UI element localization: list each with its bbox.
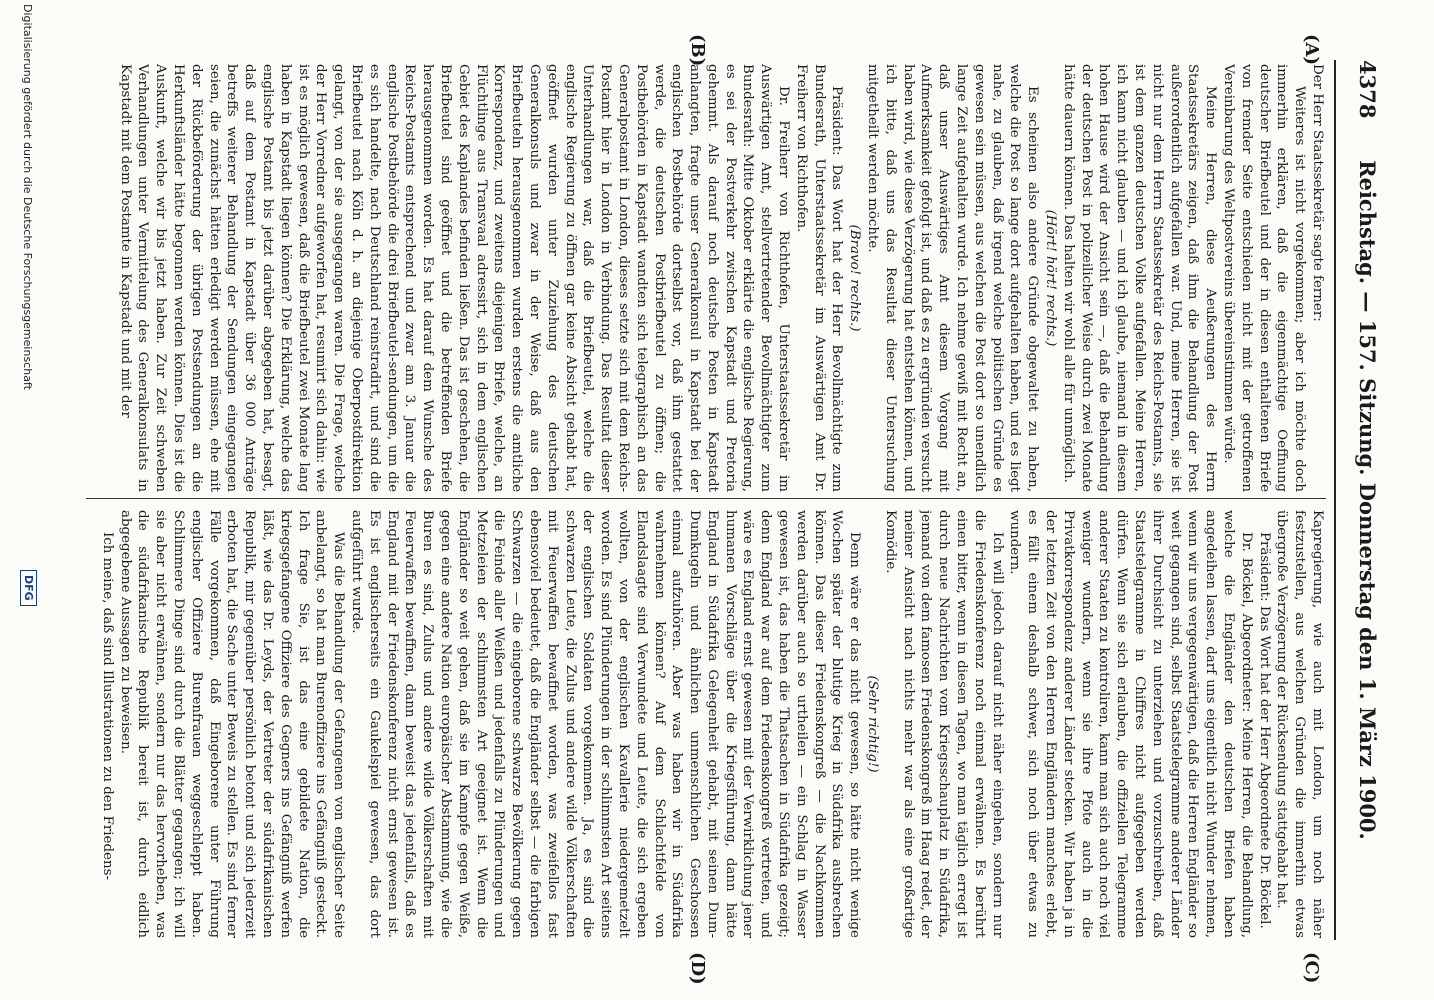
interjection: (Bravo! rechts.) [847, 224, 863, 332]
left-text-column [86, 64, 1326, 492]
paragraph: Meine Herren, diese Aeußerungen des Herrn Staatssekretärs zeigen, daß ihm die Behandlung der Post außerordentlich aufgefallen war. Und, meine Herren, sie ist nicht nur dem Herrn Staatssekretär des Reichs-Postamts, sie ist dem ganzen deutschen Volke aufgefallen. Meine Herren, ich kann nicht glauben — und ich glaube, niemand in diesem hohen Hause wird der Ansicht sein —, daß die Behandlung der deutschen Post in polizeilicher Weise durch zwei Monate hätte dauern können. Das halten wir wohl alle für unmöglich. [1060, 64, 1219, 492]
page-title: Reichstag. — 157. Sitzung. Donnerstag den 1. März 1900. [1355, 160, 1380, 840]
dfg-logo: DFG [20, 570, 37, 606]
speaker-paragraph: Dr. Freiherr von Richthofen, Unterstaatssekretär im Auswärtigen Amt, stellvertretender Bevollmächtigter zum Bundesrath: Mitte Oktober erklärte die englische Regierung, es sei der Postverkehr zwischen Kapstadt und Pretoria gehemmt. Als darauf noch deutsche Posten in Kapstadt anlangten, fragte unser Generalkonsul in Kapstadt bei der englischen Postbehörde dortselbst vor, daß ihm gestattet werde, die deutschen Postbriefbeutel zu öffnen; die Postbehörden in Kapstadt wandten sich telegraphisch an das Generalpostamt in London, dieses setzte sich mit dem Reichs-Postamt hier in London in Verbindung. Das Resultat dieser Unterhandlungen war, daß die Briefbeutel, welche die englische Regierung zu öffnen gar keine Absicht gehabt hat, geöffnet wurden unter Zuziehung des deutschen Generalkonsuls und zwar in der Weise, daß aus den Briefbeuteln herausgenommen wurden erstens die amtliche Korrespondenz, und zweitens diejenigen Briefe, welche, an Flüchtlinge aus Transvaal adressirt, sich in dem englischen Gebiet des Kaplandes befinden ließen. Das ist geschehen, die Briefbeutel sind geöffnet und die betreffenden Briefe herausgenommen worden. Es hat darauf dem Wunsche des Reichs-Postamts entsprechend und zwar am 3. Januar die englische Postbehörde die drei Briefbeutel-sendungen, um die es sich handelte, nach Deutschland reinstradirt, und sind die Briefbeutel nach Köln d. h. an diejenige Oberpostdirektion gelangt, von der sie ausgegangen waren. Die Frage, welche der Herr Vorredner aufgeworfen hat, resumirt sich dahin: wie ist es möglich gewesen, daß die Briefbeutel zwei Monate lang haben in Kapstadt liegen können? Die Erklärung, welche das englische Postamt bis jetzt darüber abgegeben hat, besagt, daß auf dem Postamt in Kapstadt über 36 000 Anträge betreffs weiterer Behandlung der Sendungen eingegangen seien, die zunächst hätten erledigt werden müssen, ehe mit der Rückbeförderung der übrigen Postsendungen an die Herkunftsländer hätte begonnen werden können. Dies ist die Auskunft, welche wir bis jetzt haben. Zur Zeit schweben Verhandlungen unter Vermittelung des Generalkonsulats in Kapstadt mit dem Postamte in Kapstadt und mit der [117, 64, 792, 492]
digitization-note: Digitalisierung gefördert durch die Deutsche Forschungsgemeinschaft [21, 4, 34, 390]
paragraph: Denn wäre er das nicht gewesen, so hätte nicht wenige Wochen später der blutige Krieg in Südafrika ausbrechen können. Das dieser Friedenskongreß — die Nachkommen werden darüber auch so urtheilen — ein Schlag in Wasser gewesen ist, das haben die Thatsachen in Südafrika gezeigt; denn England war auf dem Friedenskongreß vertreten, und wäre es England ernst gewesen mit der Verwirklichung jener humanen Vorschläge über die Kriegsführung, dann hätte England in Südafrika Gelegenheit gehabt, mit seinen Dum-Dumkugeln und ähnlichen unmenschlichen Geschossen einmal aufzuhören. Aber was haben wir in Südafrika wahrnehmen können? Auf dem Schlachtfelde von Elandslaagte sind Verwundete und Leute, die sich ergeben wollten, von der englischen Kavallerie niedergemetzelt worden. Es sind Plünderungen in der schlimmsten Art seitens der englischen Soldaten vorgekommen. Ja, es sind die schwarzen Leute, die Zulus und andere wilde Völkerschaften mit Feuerwaffen bewaffnet worden, was zweifellos fast ebensoviel bedeutet, daß die Engländer selbst — die farbigen Schwarzen — die eingeborene schwarze Bevölkerung gegen die Feinde aller Weißen und jedenfalls zu Plünderungen und Metzeleien der schlimmsten Art geeignet ist. Wenn die Engländer so weit gehen, daß sie im Kampfe gegen Weiße, gegen eine andere Nation europäischer Abstammung, wie die Buren es sind, Zulus und andere wilde Völkerschaften mit Feuerwaffen bewaffnen, dann beweist das jedenfalls, daß es England mit der Friedenskonferenz nicht ernst gewesen ist. Es ist englischerseits ein Gaukelspiel gewesen, das dort aufgeführt wurde. [348, 510, 863, 938]
margin-mark-c: (C) [1301, 952, 1322, 984]
paragraph: Es scheinen also andere Gründe obgewaltet zu haben, welche die Post so lange dort aufgehalten haben, und es liegt nahe, zu glauben, daß irgend welche politischen Gründe es gewesen sein müssen, aus welchen die Post dort so unendlich lange Zeit aufgehalten wurde. Ich nehme gewiß mit Recht an, daß unser Auswärtiges Amt diesem Vorgang mit Aufmerksamkeit gefolgt ist, und daß es zu ergründen versucht haben wird, wie diese Verzögerung hat entstehen können, und ich bitte, daß uns das Resultat dieser Untersuchung mitgetheilt werden möchte. [865, 64, 1041, 492]
speaker-paragraph: Dr. Böckel, Abgeordneter: Meine Herren, die Behandlung, welche die Engländer den deutschen Briefen haben angedeihen lassen, darf uns eigentlich nicht Wunder nehmen, wenn wir uns vergegenwärtigen, daß die Herren Engländer so weit gegangen sind, selbst Staatstelegramme anderer Länder ihrer Durchsicht zu unterziehen und vorzuschreiben, daß Staatstelegramme in Chiffres nicht aufgegeben werden dürfen. Wenn sie sich erlauben, die offiziellen Telegramme anderer Staaten zu kontroliren, kann man sich auch noch viel weniger wundern, wenn sie ihre Pfote auch in die Privatkorrespondenz anderer Länder stecken. Wir haben ja in der letzten Zeit von den Herren Engländern manches erlebt, es fällt einem deshalb schwer, sich noch über etwas zu wundern. [1007, 510, 1254, 938]
margin-mark-a: (A) [1301, 34, 1322, 65]
margin-mark-d: (D) [687, 952, 708, 985]
speaker-paragraph: Präsident: Das Wort hat der Herr Abgeordnete Dr. Böckel. [1256, 532, 1272, 929]
column-divider [86, 498, 1326, 499]
interjection: (Hört! hört! rechts.) [1043, 209, 1059, 347]
speaker-paragraph: Präsident: Das Wort hat der Herr Bevollmächtigte zum Bundesrath, Unterstaatssekretär im Auswärtigen Amt Dr. Freiherr von Richthofen. [793, 64, 845, 492]
page-header [1346, 60, 1386, 940]
header-rule [1334, 60, 1336, 940]
quoted-paragraph: Weiteres ist nicht vorgekommen; aber ich möchte doch immerhin erklären, daß die eigenmächtige Oeffnung deutscher Briefbeutel und der in diesen enthaltenen Briefe von fremder Seite entschieden nicht mit der getroffenen Vereinbarung des Weltpostvereins übereinstimmen würde. [1221, 64, 1308, 492]
right-text-column [86, 510, 1326, 938]
margin-mark-b: (B) [687, 34, 708, 67]
paragraph: Kapregierung, wie auch mit London, um noch näher festzustellen, aus welchen Gründen die immerhin etwas übergroße Verzögerung der Rücksendung stattgehabt hat. [1274, 510, 1325, 938]
digitization-footer [12, 0, 42, 1000]
interjection: (Sehr richtig!) [865, 675, 881, 773]
paragraph: Was die Behandlung der Gefangenen von englischer Seite anbelangt, so hat man Burenoffiziere ins Gefängniß gesteckt. Ich frage Sie, ist das eine gebildete Nation, die kriegsgefangene Offiziere des Gegners ins Gefängniß werfen läßt, wie das Dr. Leyds, der Vertreter der südafrikanischen Republik, mir gegenüber persönlich betont und sich jederzeit erboten hat, die Sache unter Beweis zu stellen. Es sind ferner Fälle vorgekommen, daß Eingeborene unter Führung englischer Offiziere Burenfrauen weggeschleppt haben. Schlimmere Dinge sind durch die Blätter gegangen; ich will sie aber nicht erwähnen, sondern nur das hervorheben, was die südafrikanische Republik bereit ist, durch eidlich abgegebene Aussagen zu beweisen. [117, 510, 347, 938]
paragraph: Ich will jedoch darauf nicht näher eingehen, sondern nur die Friedenskonferenz noch einmal erwähnen. Es berührt einen bitter, wenn in diesen Tagen, wo man täglich erregt ist durch neue Nachrichten vom Kriegsschauplatz in Südafrika, jemand von dem famosen Friedenskongreß im Haag redet, der meiner Ansicht nach nichts mehr war als eine großartige Komödie. [882, 510, 1005, 938]
page-number: 4378 [1355, 60, 1380, 119]
paragraph: Der Herr Staatssekretär sagte ferner: [1310, 64, 1325, 322]
paragraph: Ich meine, daß sind Illustrationen zu den Friedens- [99, 532, 115, 880]
